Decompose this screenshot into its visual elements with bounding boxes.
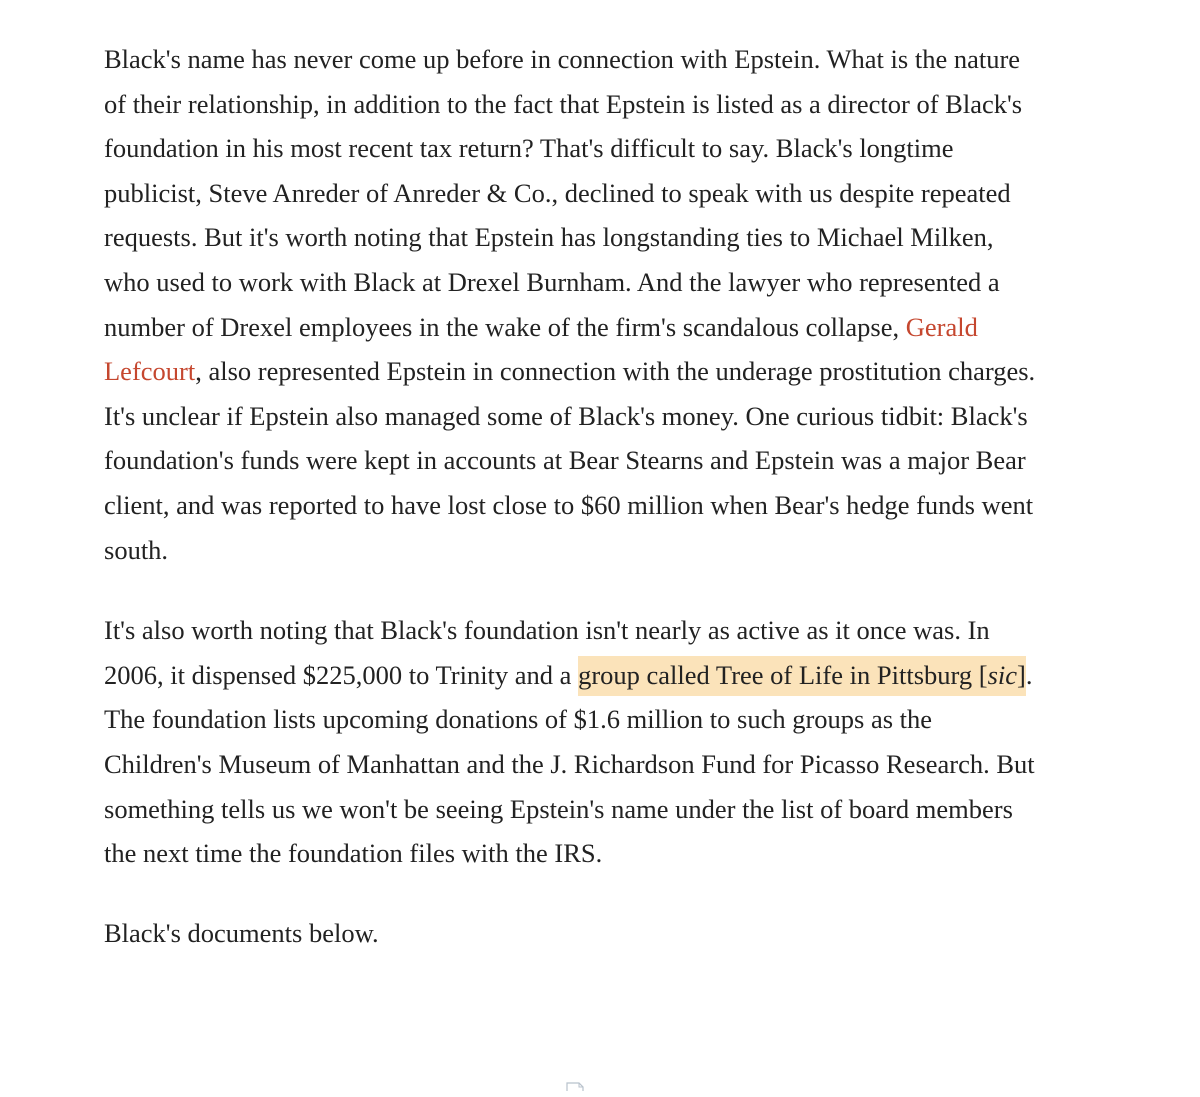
paragraph-text: Black's documents below. — [104, 917, 379, 948]
highlighted-phrase — [578, 656, 1026, 696]
paragraph-epstein-black — [104, 37, 1044, 572]
paragraph-text: It's also worth noting that Black's foundation isn't nearly as active as it once was. In 2006, it dispensed $225,000 to Trinity and a — [104, 615, 990, 690]
paragraph-text: . The foundation lists upcoming donations of $1.6 million to such groups as the Children's Museum of Manhattan and the J. Richardson Fund for Picasso Research. But something tells us we won't be seeing Epstein's name under the list of board members the next time the foundation files with the IRS. — [104, 659, 1035, 869]
broken-image-icon-glyph — [566, 1082, 588, 1092]
paragraph-documents-below — [104, 911, 1044, 956]
gerald-lefcourt-link[interactable]: Gerald Lefcourt — [104, 311, 978, 387]
paragraph-text: Black's name has never come up before in connection with Epstein. What is the nature of their relationship, in addition to the fact that Epstein is listed as a director of Black's foundation in his most recent tax return? That's difficult to say. Black's longtime publicist, Steve Anreder of Anreder & Co., declined to speak with us despite repeated requests. But it's worth noting that Epstein has longstanding ties to Michael Milken, who used to work with Black at Drexel Burnham. And the lawyer who represented a number of Drexel employees in the wake of the firm's scandalous collapse, — [104, 44, 1023, 342]
highlighted-text-end: ] — [1017, 659, 1026, 690]
article-body — [104, 37, 1044, 991]
paragraph-text: , also represented Epstein in connection with the underage prostitution charges. It's unclear if Epstein also managed some of Black's money. One curious tidbit: Black's foundation's funds were kept in accounts at Bear Stearns and Epstein was a major Bear client, and was reported to have lost close to $60 million when Bear's hedge funds went south. — [104, 356, 1036, 565]
paragraph-foundation-activity — [104, 608, 1044, 876]
sic-italic: sic — [987, 659, 1017, 690]
highlighted-text: group called Tree of Life in Pittsburg [ — [578, 659, 988, 690]
broken-image-icon — [566, 1079, 588, 1089]
